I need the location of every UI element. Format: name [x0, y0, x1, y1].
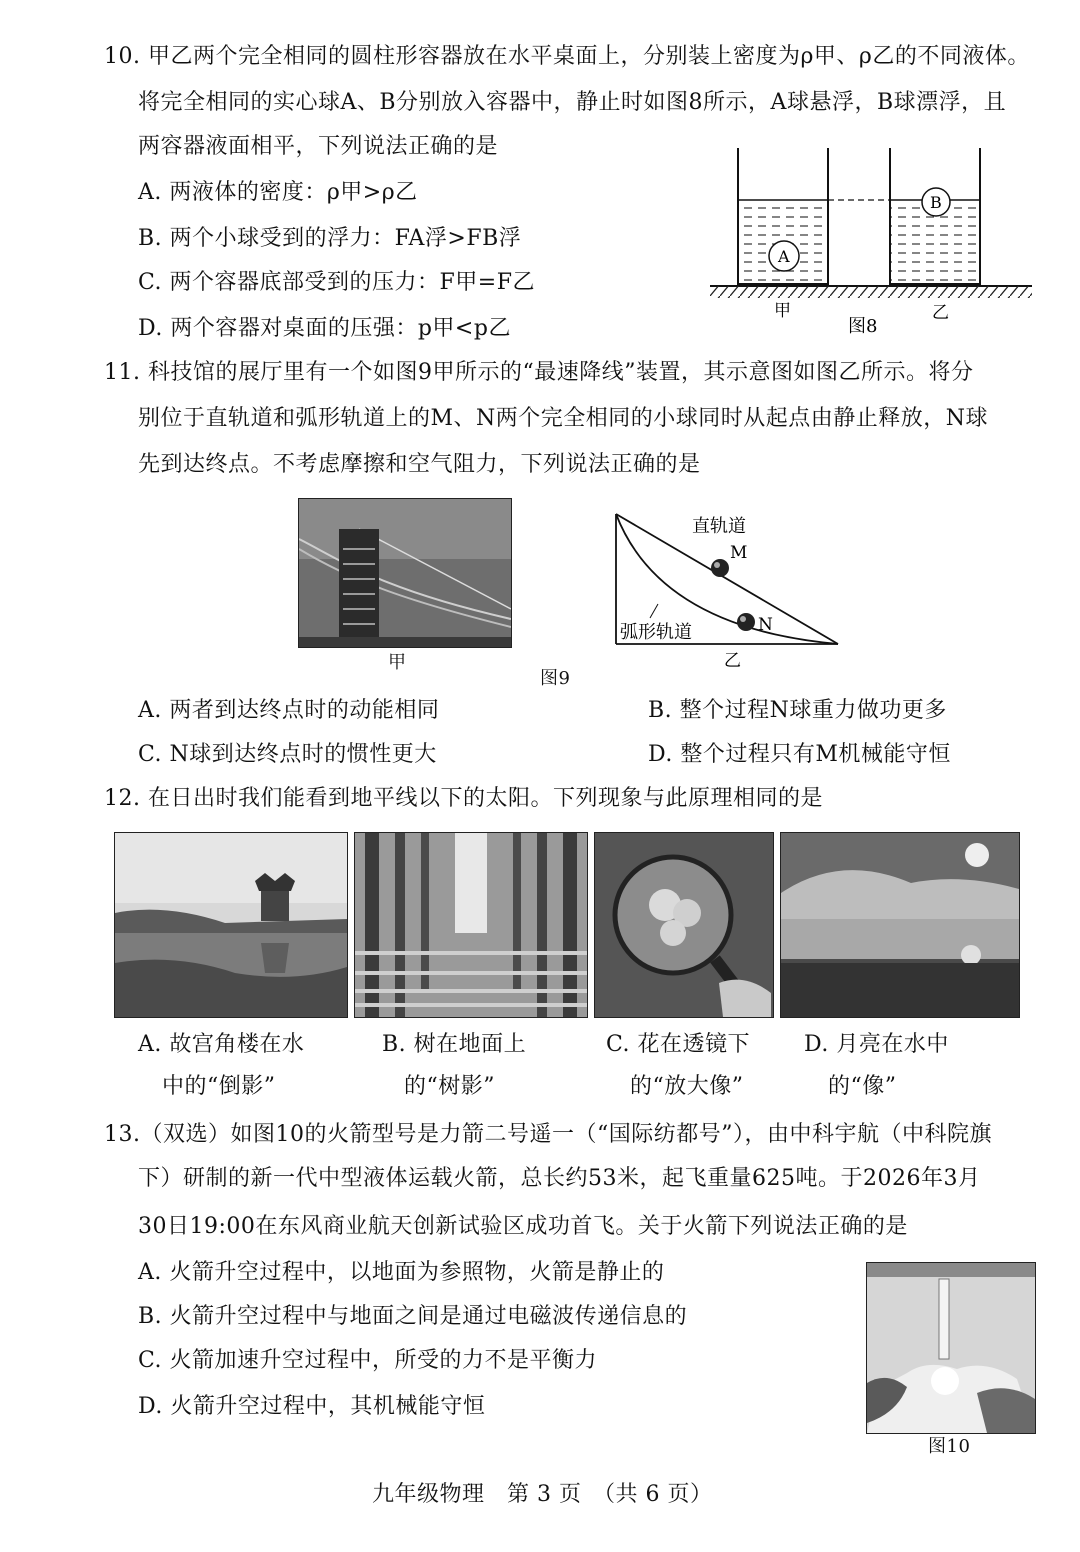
q12-image-a-corner-tower	[114, 832, 348, 1018]
q13-stem-line1: 13.（双选）如图10的火箭型号是力箭二号遥一（“国际纺都号”），由中科宇航（中科院旗	[104, 1122, 992, 1147]
q13-option-c: C. 火箭加速升空过程中，所受的力不是平衡力	[138, 1348, 598, 1373]
ball-n	[737, 613, 755, 631]
q10-stem-line2: 将完全相同的实心球A、B分别放入容器中，静止时如图8所示，A球悬浮，B球漂浮，且	[138, 90, 1007, 115]
ball-m	[711, 559, 729, 577]
q12-image-c-magnifier	[594, 832, 774, 1018]
q11-option-a: A. 两者到达终点时的动能相同	[138, 698, 440, 723]
figure-9-diagram	[600, 508, 850, 670]
q10-stem-line1: 10. 甲乙两个完全相同的圆柱形容器放在水平桌面上，分别装上密度为ρ甲、ρ乙的不同液体。	[104, 44, 1030, 69]
q11-stem-line1: 11. 科技馆的展厅里有一个如图9甲所示的“最速降线”装置，其示意图如图乙所示。将分	[104, 360, 974, 385]
figure-10-caption: 图10	[928, 1436, 971, 1457]
ball-n-label: N	[758, 615, 773, 635]
page-footer: 九年级物理 第 3 页 （共 6 页）	[372, 1482, 713, 1507]
q12-option-d-line1: D. 月亮在水中	[804, 1032, 949, 1057]
figure-9-diagram-label: 乙	[724, 651, 741, 670]
q12-image-d-moon-reflection	[780, 832, 1020, 1018]
figure-8-diagram	[700, 140, 1040, 340]
curved-track-label: 弧形轨道	[620, 622, 692, 643]
q10-stem-line3: 两容器液面相平，下列说法正确的是	[138, 134, 499, 159]
q12-stem: 12. 在日出时我们能看到地平线以下的太阳。下列现象与此原理相同的是	[104, 786, 823, 811]
q10-option-a: A. 两液体的密度：ρ甲>ρ乙	[138, 180, 418, 205]
q12-option-c-line1: C. 花在透镜下	[606, 1032, 751, 1057]
q11-option-d: D. 整个过程只有M机械能守恒	[648, 742, 951, 767]
q12-option-b-line2: 的“树影”	[404, 1074, 495, 1099]
q12-option-d-line2: 的“像”	[828, 1074, 897, 1099]
q13-stem-line3: 30日19:00在东风商业航天创新试验区成功首飞。关于火箭下列说法正确的是	[138, 1214, 908, 1239]
q12-option-b-line1: B. 树在地面上	[382, 1032, 527, 1057]
figure-9-photo	[298, 498, 512, 648]
figure-9-caption: 图9	[540, 668, 571, 689]
straight-track-label: 直轨道	[692, 516, 746, 537]
ball-m-label: M	[730, 543, 748, 563]
q11-stem-line3: 先到达终点。不考虑摩擦和空气阻力，下列说法正确的是	[138, 452, 701, 477]
q12-image-b-tree-shadows	[354, 832, 588, 1018]
q12-option-c-line2: 的“放大像”	[630, 1074, 744, 1099]
q10-option-c: C. 两个容器底部受到的压力：F甲=F乙	[138, 270, 535, 295]
figure-8-caption: 图8	[848, 316, 878, 337]
figure-8-label-left: 甲	[774, 301, 791, 321]
q11-option-c: C. N球到达终点时的惯性更大	[138, 742, 437, 767]
q13-stem-line2: 下）研制的新一代中型液体运载火箭，总长约53米，起飞重量625吨。于2026年3月	[138, 1166, 981, 1191]
figure-9-photo-label: 甲	[388, 652, 407, 673]
q13-option-b: B. 火箭升空过程中与地面之间是通过电磁波传递信息的	[138, 1304, 688, 1329]
ball-a-label: A	[778, 247, 790, 266]
q10-option-b: B. 两个小球受到的浮力：FA浮>FB浮	[138, 226, 522, 251]
ball-b-label: B	[930, 193, 942, 212]
q11-option-b: B. 整个过程N球重力做功更多	[648, 698, 947, 723]
q13-option-d: D. 火箭升空过程中，其机械能守恒	[138, 1394, 486, 1419]
figure-10-rocket-launch	[866, 1262, 1036, 1434]
q12-option-a-line2: 中的“倒影”	[162, 1074, 276, 1099]
q10-option-d: D. 两个容器对桌面的压强：p甲<p乙	[138, 316, 511, 341]
ground-hatch	[710, 286, 1032, 298]
q13-option-a: A. 火箭升空过程中，以地面为参照物，火箭是静止的	[138, 1260, 665, 1285]
q11-stem-line2: 别位于直轨道和弧形轨道上的M、N两个完全相同的小球同时从起点由静止释放，N球	[138, 406, 989, 431]
figure-8-label-right: 乙	[932, 303, 949, 323]
q12-option-a-line1: A. 故宫角楼在水	[138, 1032, 305, 1057]
